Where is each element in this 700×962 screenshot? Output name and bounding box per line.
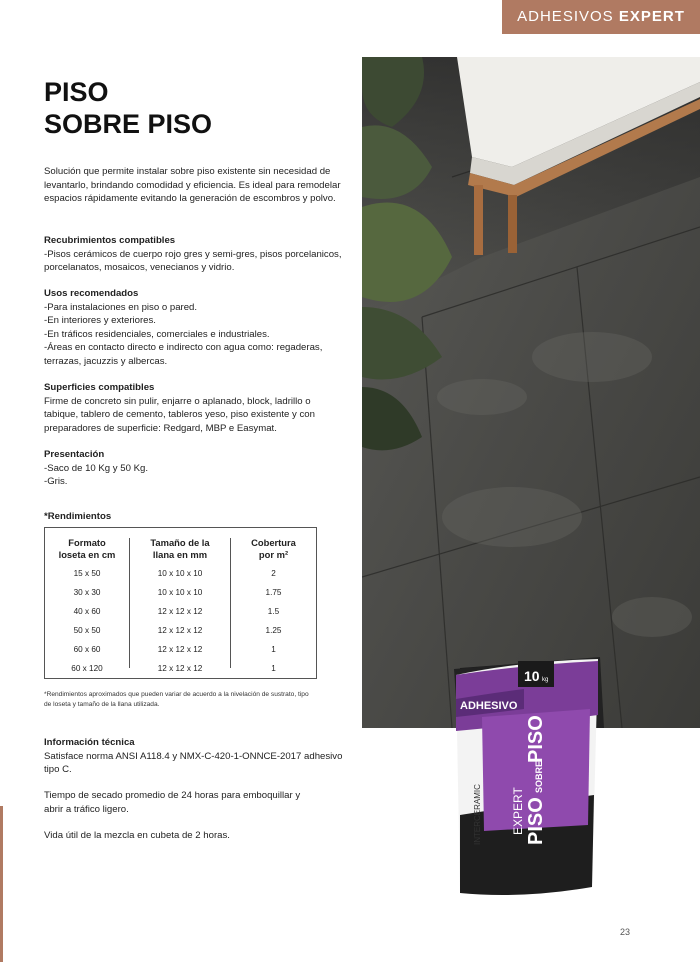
section-title: Usos recomendados [44, 288, 139, 299]
title-line-2: SOBRE PISO [44, 109, 213, 139]
page-title [44, 76, 212, 140]
rendimientos-table [44, 527, 317, 679]
section-info [44, 736, 344, 777]
table-cell: 40 x 60 [73, 607, 101, 616]
table-cell: 60 x 60 [73, 645, 101, 654]
section-line: Satisface norma ANSI A118.4 y NMX-C-420-1-ONNCE-2017 adhesivo tipo C. [44, 750, 343, 775]
floor-photo [362, 57, 700, 728]
section-line: Firme de concreto sin pulir, enjarre o aplanado, block, ladrillo o tabique, tablero de cemento, tableros yeso, piso existente y con preparadores de superficie: Redgard, MBP e Easymat. [44, 395, 315, 434]
table-cell: 12 x 12 x 12 [157, 664, 203, 673]
section-title: Presentación [44, 449, 105, 460]
table-cell: 1.75 [265, 588, 282, 597]
section-line: -Áreas en contacto directo e indirecto con agua como: regaderas, terrazas, jacuzzis y albercas. [44, 342, 323, 367]
section-line: -En interiores y exteriores. [44, 315, 156, 326]
page-number: 23 [620, 927, 631, 937]
secado-paragraph: Tiempo de secado promedio de 24 horas para emboquillar y abrir a tráfico ligero. [44, 790, 301, 815]
bag-line-sobre: SOBRE [534, 760, 544, 793]
section-title: Información técnica [44, 737, 135, 748]
table-cell: 1 [271, 664, 276, 673]
table-cell: 50 x 50 [73, 626, 101, 635]
table-cell: 10 x 10 x 10 [157, 588, 203, 597]
bag-weight: 10 [524, 668, 540, 684]
table-cell: 1 [271, 645, 276, 654]
section-tag-light: ADHESIVOS [517, 8, 614, 25]
section-title: Recubrimientos compatibles [44, 235, 176, 246]
section-presentacion [44, 448, 344, 489]
section-usos [44, 287, 344, 368]
table-cell: 10 x 10 x 10 [157, 569, 203, 578]
section-line: -En tráficos residenciales, comerciales e industriales. [44, 328, 270, 340]
section-line: -Pisos cerámicos de cuerpo rojo gres y semi-gres, pisos porcelanicos, porcelanatos, mosaicos, venecianos y vidrio. [44, 248, 342, 273]
bag-band: ADHESIVO [460, 700, 518, 712]
section-tag-bold: EXPERT [618, 8, 685, 25]
table-header: Cobertura por m² [251, 537, 296, 560]
table-cell: 12 x 12 x 12 [157, 645, 203, 654]
table-cell: 2 [271, 569, 276, 578]
section-tag [502, 0, 700, 34]
table-footnote: *Rendimientos aproximados que pueden variar de acuerdo a la nivelación de sustrato, tipo de loseta y tamaño de la llana utilizada. [44, 691, 309, 708]
bag-line-piso2: PISO [525, 715, 547, 763]
intro-paragraph: Solución que permite instalar sobre piso existente sin necesidad de levantarlo, brindando comodidad y eficiencia. Es ideal para remodelar espacios rápidamente evitando la generación de escombros y polvo. [44, 166, 341, 204]
table-cell: 1.25 [265, 626, 282, 635]
table-cell: 60 x 120 [71, 664, 103, 673]
table-cell: 12 x 12 x 12 [157, 607, 203, 616]
section-superficies [44, 381, 344, 435]
section-line: -Para instalaciones en piso o pared. [44, 301, 198, 313]
table-cell: 1.5 [267, 607, 280, 616]
bag-brand: INTERCERAMIC [473, 784, 482, 845]
floor-photo-illustration [362, 57, 700, 728]
vida-util-paragraph: Vida útil de la mezcla en cubeta de 2 horas. [44, 830, 230, 841]
table-cell: 15 x 50 [73, 569, 101, 578]
table-cell: 12 x 12 x 12 [157, 626, 203, 635]
section-line: -Gris. [44, 476, 68, 487]
title-line-1: PISO [44, 77, 109, 107]
bag-line-expert: EXPERT [511, 787, 525, 835]
table-title: *Rendimientos [44, 511, 112, 522]
table-header: Tamaño de la llana en mm [150, 537, 210, 560]
product-package [452, 655, 602, 900]
bag-weight-unit: kg [542, 677, 549, 683]
table-cell: 30 x 30 [73, 588, 101, 597]
section-title: Superficies compatibles [44, 382, 155, 393]
section-recubrimientos [44, 234, 344, 275]
table-header: Formato loseta en cm [58, 537, 116, 560]
accent-bar [0, 806, 3, 962]
bag-line-piso1: PISO [525, 797, 547, 845]
section-line: -Saco de 10 Kg y 50 Kg. [44, 462, 148, 474]
